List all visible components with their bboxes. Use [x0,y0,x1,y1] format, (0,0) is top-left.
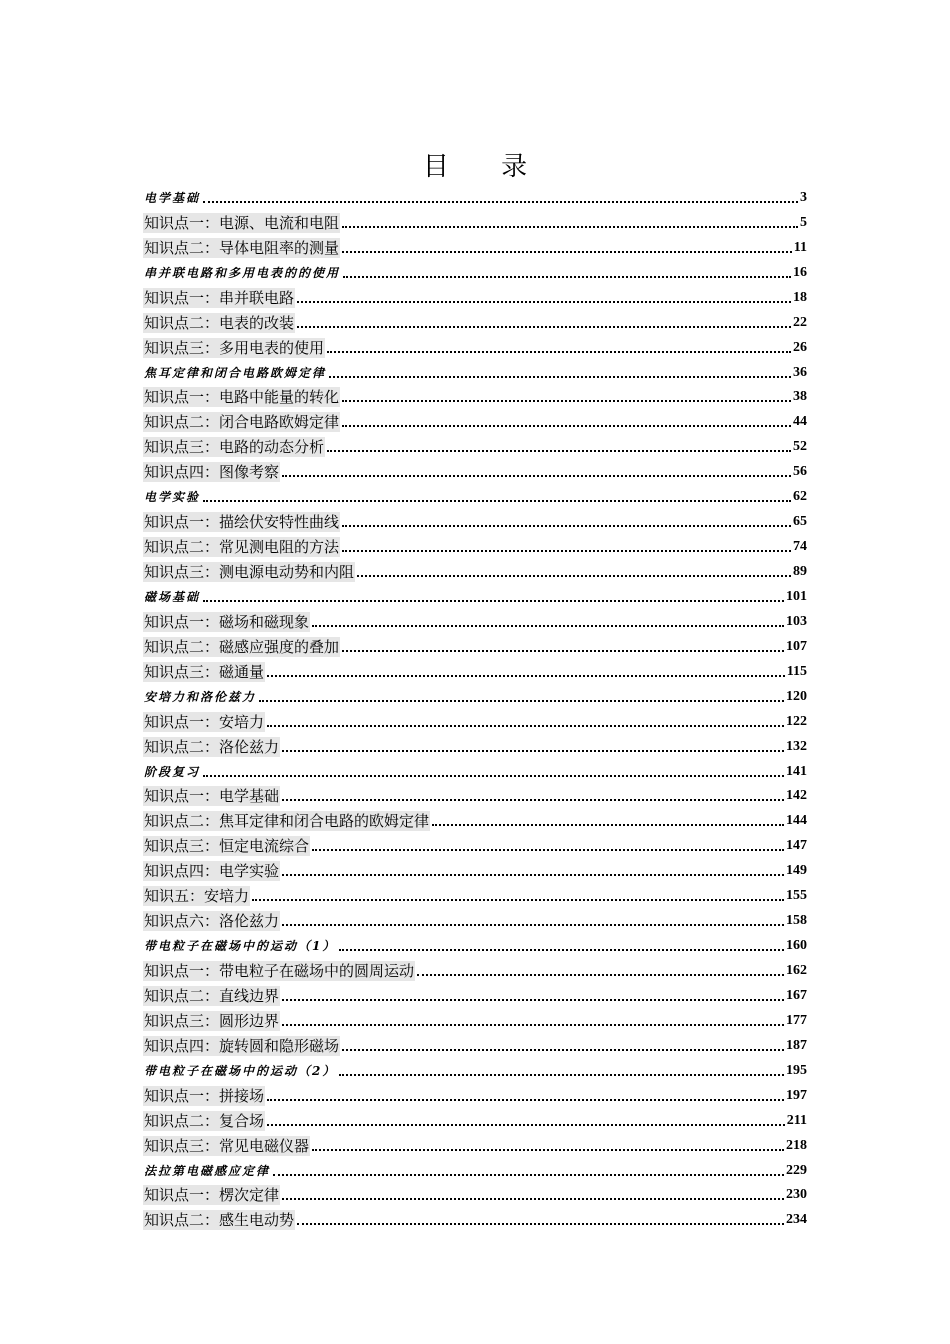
toc-page-number: 11 [793,239,807,255]
toc-entry-label: 知识点一：安培力 [144,712,265,731]
dot-leader [342,549,791,552]
toc-entry-label: 知识点三：常见电磁仪器 [144,1136,310,1155]
toc-entry-label: 知识点二：洛伦兹力 [144,737,280,756]
toc-page-number: 167 [786,987,807,1003]
toc-chapter-entry[interactable] [143,757,807,782]
dot-leader [327,449,791,452]
dot-leader [282,474,791,477]
table-of-contents [143,183,807,1230]
dot-leader [343,275,791,278]
toc-page-number: 5 [800,214,807,230]
dot-leader [282,873,784,876]
toc-page-number: 36 [793,364,807,380]
dot-leader [282,798,784,801]
dot-leader [327,350,791,353]
toc-chapter-entry[interactable] [143,582,807,607]
toc-chapter-entry[interactable] [143,682,807,707]
toc-page-number: 195 [786,1062,807,1078]
dot-leader [297,300,791,303]
toc-page-number: 22 [793,314,807,330]
dot-leader [342,424,791,427]
toc-section-entry[interactable] [143,831,807,856]
toc-page-number: 38 [793,389,807,405]
toc-page-number: 56 [793,464,807,480]
toc-page-number: 16 [793,264,807,280]
toc-chapter-entry[interactable] [143,1156,807,1181]
dot-leader [432,823,784,826]
toc-page-number: 141 [786,763,807,779]
toc-entry-label: 知识点一：带电粒子在磁场中的圆周运动 [144,962,415,980]
dot-leader [282,923,784,926]
toc-entry-label: 知识点二：闭合电路欧姆定律 [144,413,340,432]
toc-section-entry[interactable] [143,906,807,931]
toc-section-entry[interactable] [143,233,807,258]
dot-leader [203,774,784,777]
toc-section-entry[interactable] [143,407,807,432]
toc-entry-label: 知识点一：电路中能量的转化 [144,388,340,407]
toc-page-number: 162 [786,963,807,978]
toc-entry-label: 知识五：安培力 [144,887,250,906]
dot-leader [282,749,784,752]
toc-section-entry[interactable] [143,1181,807,1206]
page-title: 目 录 [422,152,550,182]
toc-entry-label: 知识点三：测电源电动势和内阻 [144,563,355,581]
toc-entry-label: 知识点一：电学基础 [144,787,280,806]
toc-entry-label: 知识点三：恒定电流综合 [144,837,310,856]
toc-page-number: 155 [786,888,807,904]
dot-leader [267,1098,784,1101]
toc-entry-label: 安培力和洛伦兹力 [144,689,257,704]
toc-page-number: 65 [793,514,807,530]
toc-entry-label: 焦耳定律和闭合电路欧姆定律 [144,365,327,380]
toc-chapter-entry[interactable] [143,358,807,383]
toc-page-number: 103 [786,613,807,629]
dot-leader [297,325,791,328]
toc-page-number: 44 [793,414,807,430]
toc-page-number: 132 [786,738,807,754]
toc-page-number: 158 [786,913,807,929]
toc-entry-label: 带电粒子在磁场中的运动（1） [144,939,337,954]
toc-entry-label: 知识点一：电源、电流和电阻 [144,213,340,232]
dot-leader [282,1023,784,1026]
dot-leader [312,1148,784,1151]
toc-entry-label: 知识点一：串并联电路 [144,288,295,307]
dot-leader [267,674,785,677]
toc-section-entry[interactable] [143,507,807,532]
toc-section-entry[interactable] [143,881,807,906]
toc-entry-label: 知识点二：复合场 [144,1111,265,1130]
toc-page-number: 147 [786,838,807,854]
toc-section-entry[interactable] [143,1106,807,1131]
toc-chapter-entry[interactable] [143,258,807,283]
toc-entry-label: 知识点二：导体电阻率的测量 [144,238,340,257]
dot-leader [267,1123,785,1126]
dot-leader [342,250,792,253]
toc-section-entry[interactable] [143,208,807,233]
toc-entry-label: 知识点一：磁场和磁现象 [144,612,310,631]
toc-page-number: 218 [786,1137,807,1153]
toc-entry-label: 带电粒子在磁场中的运动（2） [144,1063,337,1078]
toc-section-entry[interactable] [143,1131,807,1156]
toc-entry-label: 知识点二：磁感应强度的叠加 [144,637,340,656]
toc-entry-label: 电学实验 [144,490,201,505]
toc-page-number: 62 [793,489,807,505]
toc-section-entry[interactable] [143,1205,807,1230]
toc-entry-label: 知识点二：感生电动势 [144,1211,295,1230]
toc-entry-label: 知识点四：图像考察 [144,463,280,482]
dot-leader [203,499,791,502]
toc-page-number: 26 [793,339,807,355]
dot-leader [282,1197,784,1200]
toc-section-entry[interactable] [143,1006,807,1031]
toc-entry-label: 知识点三：多用电表的使用 [144,338,325,357]
dot-leader [282,998,784,1001]
toc-section-entry[interactable] [143,557,807,582]
toc-section-entry[interactable] [143,956,807,981]
toc-page-number: 234 [786,1212,807,1228]
toc-section-entry[interactable] [143,707,807,732]
toc-entry-label: 电学基础 [144,190,201,205]
toc-section-entry[interactable] [143,732,807,757]
dot-leader [312,624,784,627]
toc-page-number: 52 [793,439,807,455]
toc-chapter-entry[interactable] [143,183,807,208]
dot-leader [203,599,784,602]
toc-entry-label: 知识点二：电表的改装 [144,313,295,332]
dot-leader [252,898,784,901]
toc-section-entry[interactable] [143,333,807,358]
toc-page-number: 187 [786,1037,807,1053]
toc-entry-label: 知识点二：常见测电阻的方法 [144,538,340,557]
dot-leader [342,1048,784,1051]
toc-entry-label: 知识点二：直线边界 [144,986,280,1005]
toc-entry-label: 知识点六：洛伦兹力 [144,912,280,931]
dot-leader [267,724,784,727]
toc-section-entry[interactable] [143,782,807,807]
toc-entry-label: 串并联电路和多用电表的的使用 [144,265,341,280]
toc-section-entry[interactable] [143,607,807,632]
toc-page-number: 144 [786,813,807,829]
dot-leader [342,225,798,228]
toc-page-number: 229 [786,1162,807,1178]
toc-chapter-entry[interactable] [143,482,807,507]
toc-entry-label: 知识点一：拼接场 [144,1086,265,1105]
toc-entry-label: 知识点一：描绘伏安特性曲线 [144,513,340,532]
toc-entry-label: 知识点三：磁通量 [144,662,265,681]
toc-chapter-entry[interactable] [143,1056,807,1081]
toc-section-entry[interactable] [143,632,807,657]
toc-page-number: 89 [793,564,807,579]
toc-entry-label: 法拉第电磁感应定律 [144,1163,271,1178]
toc-section-entry[interactable] [143,308,807,333]
dot-leader [357,574,791,577]
toc-section-entry[interactable] [143,432,807,457]
toc-section-entry[interactable] [143,657,807,682]
dot-leader [329,375,791,378]
toc-section-entry[interactable] [143,1031,807,1056]
toc-section-entry[interactable] [143,457,807,482]
dot-leader [417,973,784,976]
toc-page-number: 211 [786,1112,807,1128]
toc-section-entry[interactable] [143,1081,807,1106]
toc-page-number: 142 [786,788,807,804]
toc-entry-label: 知识点四：旋转圆和隐形磁场 [144,1036,340,1055]
toc-page-number: 122 [786,713,807,729]
toc-entry-label: 知识点一：楞次定律 [144,1186,280,1205]
toc-page-number: 197 [786,1087,807,1103]
dot-leader [297,1222,784,1225]
toc-page-number: 160 [786,938,807,954]
toc-page-number: 3 [800,189,807,205]
toc-page-number: 230 [786,1187,807,1203]
toc-entry-label: 阶段复习 [144,764,201,779]
dot-leader [312,848,784,851]
toc-page-number: 149 [786,863,807,879]
dot-leader [339,1073,784,1076]
toc-page-number: 101 [786,588,807,604]
toc-section-entry[interactable] [143,856,807,881]
toc-entry-label: 知识点四：电学实验 [144,862,280,881]
dot-leader [339,948,784,951]
dot-leader [342,524,791,527]
toc-entry-label: 知识点二：焦耳定律和闭合电路的欧姆定律 [144,812,430,831]
toc-section-entry[interactable] [143,532,807,557]
dot-leader [342,649,784,652]
toc-entry-label: 磁场基础 [144,589,201,604]
toc-section-entry[interactable] [143,383,807,408]
dot-leader [259,699,784,702]
toc-page-number: 74 [793,539,807,555]
toc-page-number: 177 [786,1012,807,1028]
toc-section-entry[interactable] [143,981,807,1006]
toc-page-number: 107 [786,638,807,654]
dot-leader [342,399,791,402]
toc-entry-label: 知识点三：电路的动态分析 [144,438,325,457]
toc-chapter-entry[interactable] [143,931,807,956]
toc-section-entry[interactable] [143,283,807,308]
toc-entry-label: 知识点三：圆形边界 [144,1011,280,1030]
dot-leader [273,1173,784,1176]
toc-page-number: 18 [793,289,807,305]
toc-page-number: 115 [786,663,807,679]
toc-section-entry[interactable] [143,806,807,831]
toc-page-number: 120 [786,688,807,704]
dot-leader [203,200,798,203]
